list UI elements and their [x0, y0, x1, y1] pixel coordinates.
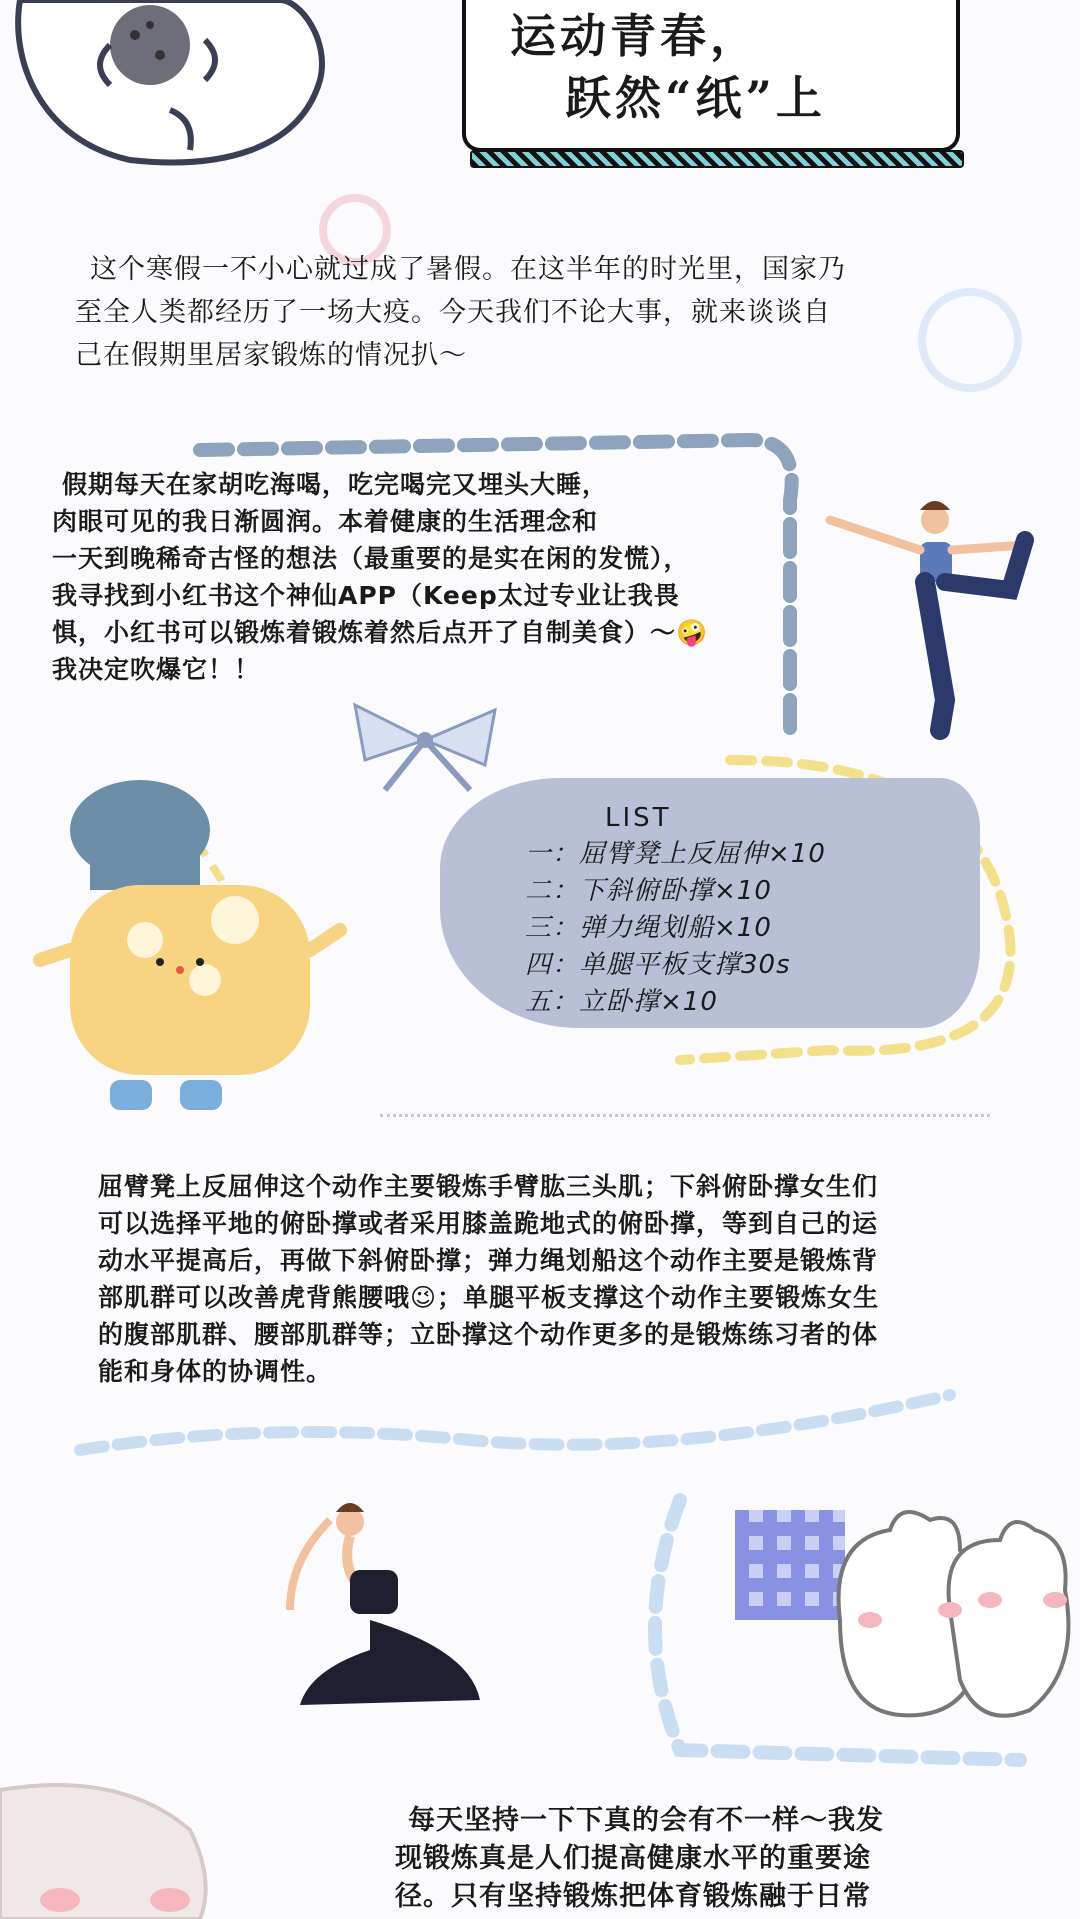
explanation-line-4: 部肌群可以改善虎背熊腰哦😉；单腿平板支撑这个动作主要锻炼女生: [98, 1283, 880, 1312]
explanation-line-2: 可以选择平地的俯卧撑或者采用膝盖跪地式的俯卧撑，等到自己的运: [98, 1209, 879, 1238]
story-line-1: 假期每天在家胡吃海喝，吃完喝完又埋头大睡，: [62, 470, 609, 499]
closing-line-3: 径。只有坚持锻炼把体育锻炼融于日常: [395, 1881, 871, 1912]
list-item-1: 一：屈臂凳上反屈伸×10: [525, 839, 826, 869]
list-item-4: 四：单腿平板支撑30s: [525, 950, 791, 980]
story-line-5: 惧，小红书可以锻炼着锻炼着然后点开了自制美食）～🤪: [52, 618, 709, 647]
list-item-3: 三：弹力绳划船×10: [525, 913, 772, 943]
dotted-divider: [380, 1114, 990, 1117]
closing-line-1: 每天坚持一下下真的会有不一样～我发: [408, 1805, 884, 1836]
bunny-cookie-sticker: [0, 0, 340, 180]
story-line-2: 肉眼可见的我日渐圆润。本着健康的生活理念和: [52, 507, 599, 536]
list-heading: LIST: [605, 803, 672, 833]
yoga-woman-pose-illustration: [270, 1500, 510, 1730]
toast-chef-character: [30, 770, 350, 1140]
explanation-line-6: 能和身体的协调性。: [98, 1357, 333, 1386]
intro-line-3: 己在假期里居家锻炼的情况扒～: [75, 340, 467, 371]
story-line-3: 一天到晚稀奇古怪的想法（最重要的是实在闲的发慌），: [52, 544, 690, 573]
decorative-ring: [910, 280, 1030, 400]
explanation-line-3: 动水平提高后，再做下斜俯卧撑；弹力绳划船这个动作主要是锻炼背: [98, 1246, 879, 1275]
story-line-6: 我决定吹爆它！！: [52, 655, 261, 684]
title-line-2: 跃然“纸”上: [565, 71, 826, 125]
list-item-5: 五：立卧撑×10: [525, 987, 718, 1017]
wavy-dashed-divider: [70, 1380, 970, 1470]
gingham-patch: [735, 1510, 845, 1620]
explanation-line-5: 的腹部肌群、腰部肌群等；立卧撑这个动作更多的是锻炼练习者的体: [98, 1320, 879, 1349]
story-line-4: 我寻找到小红书这个神仙APP（Keep太过专业让我畏: [52, 581, 680, 610]
title-stripe: [470, 150, 964, 168]
list-item-2: 二：下斜俯卧撑×10: [525, 876, 772, 906]
closing-line-2: 现锻炼真是人们提高健康水平的重要途: [395, 1843, 871, 1874]
intro-line-1: 这个寒假一不小心就过成了暑假。在这半年的时光里，国家乃: [90, 254, 846, 285]
bunny-bottom-sticker: [0, 1770, 220, 1919]
title-line-1: 运动青春，: [510, 9, 760, 63]
intro-line-2: 至全人类都经历了一场大疫。今天我们不论大事，就来谈谈自: [75, 297, 831, 328]
explanation-line-1: 屈臂凳上反屈伸这个动作主要锻炼手臂肱三头肌；下斜俯卧撑女生们: [98, 1172, 879, 1201]
bunny-pair-sticker: [830, 1500, 1080, 1740]
yoga-woman-standing-illustration: [820, 500, 1040, 740]
